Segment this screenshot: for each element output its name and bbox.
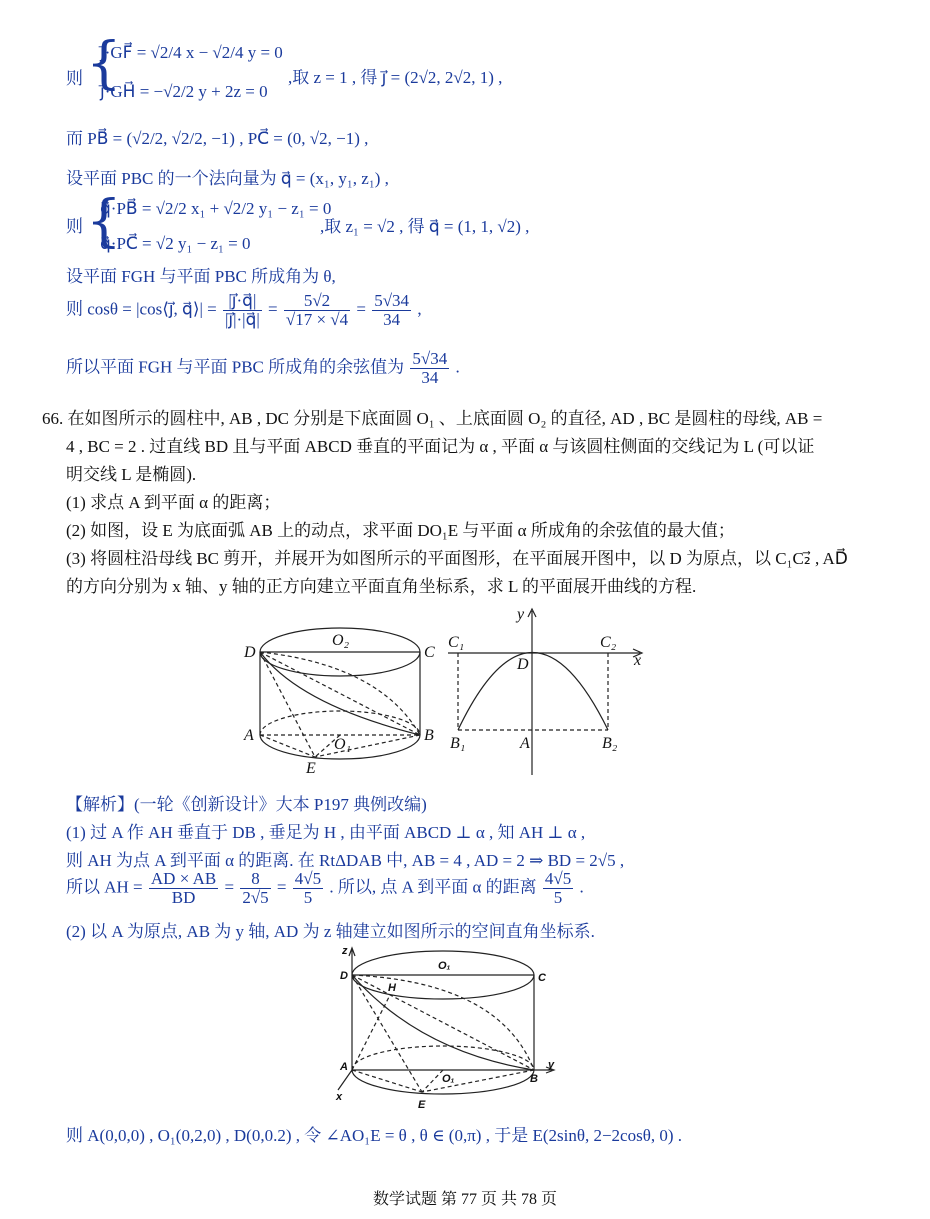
problem-66-q3a: (3) 将圆柱沿母线 BC 剪开，并展开为如图所示的平面图形，在平面展开图中，以 D 为原点，以 C₁C₂⃗ , AD⃗ — [66, 549, 848, 568]
cos-lead: 则 cosθ = |cos⟨j⃗, q⃗⟩| = — [66, 299, 217, 319]
then-label-1: 则 — [66, 69, 83, 88]
page-footer: 数学试题 第 77 页 共 78 页 — [372, 1191, 557, 1208]
label-B1: B₁ — [450, 735, 466, 752]
solution-step5: 则 A(0,0,0) , O₁(0,2,0) , D(0,0.2) , 令 ∠AO₁E = θ , θ ∈ (0,π) , 于是 E(2sinθ, 2−2cosθ, 0) . — [66, 1126, 683, 1145]
label-H: H — [388, 982, 396, 994]
system1-row2: j⃗·GH⃗ = −√2/2 y + 2z = 0 — [100, 82, 268, 101]
label-A: A — [244, 727, 254, 744]
ah-fraction-2: $\frac{8}{2√5}$ — [242, 869, 269, 907]
system-brace-2: { — [86, 189, 122, 254]
label-B2: B₂ — [602, 735, 618, 752]
solution-step4: (2) 以 A 为原点, AB 为 y 轴, AD 为 z 轴建立如图所示的空间直角坐标系. — [66, 922, 595, 941]
cos-fraction-3: $\frac{5√34}{34}$ — [374, 291, 410, 329]
axis-x3-label: x — [336, 1091, 343, 1103]
axis-x-label: x — [634, 652, 642, 669]
cos-formula-line: 则 cosθ = |cos⟨j⃗, q⃗⟩| = $\frac{|j⃗\cdot q⃗|}{|j⃗|\cdot|q⃗|}$ = $\frac{5√2}{√17 \times √4}$ = $\frac{5√34}{34}$ , — [66, 291, 422, 329]
label-E: E — [306, 760, 316, 777]
label-A-plane: A — [520, 735, 530, 752]
problem-66-line3: 明交线 L 是椭圆). — [66, 465, 197, 484]
cos-fraction-1: $\frac{|j⃗\cdot q⃗|}{|j⃗|\cdot|q⃗|}$ — [224, 291, 260, 329]
pb-pc-vectors: 而 PB⃗ = (√2/2, √2/2, −1) , PC⃗ = (0, √2, −1) , — [66, 129, 369, 148]
cos-fraction-2: $\frac{5√2}{√17 \times √4}$ — [285, 291, 349, 329]
label-A3: A — [340, 1061, 348, 1073]
conclusion-fraction: $\frac{5√34}{34}$ — [412, 349, 448, 387]
axis-z-label: z — [342, 945, 348, 957]
label-C3: C — [538, 972, 546, 984]
solution-step2: 则 AH 为点 A 到平面 α 的距离. 在 RtΔDAB 中, AB = 4 , AD = 2 ⇒ BD = 2√5 , — [66, 851, 625, 870]
problem-66-line1: 66. 在如图所示的圆柱中, AB , DC 分别是下底面圆 O₁ 、上底面圆 O₂ 的直径, AD , BC 是圆柱的母线, AB = — [42, 409, 823, 428]
ah-fraction-3: $\frac{4√5}{5}$ — [294, 869, 322, 907]
axis-y-label: y — [517, 606, 525, 623]
label-O2: O₂ — [332, 632, 350, 649]
then-label-2: 则 — [66, 217, 83, 236]
system2-row1: q⃗·PB⃗ = √2/2 x₁ + √2/2 y₁ − z₁ = 0 — [100, 199, 332, 218]
system-brace-1: { — [86, 31, 122, 96]
distance-fraction: $\frac{4√5}{5}$ — [544, 869, 572, 907]
label-D: D — [244, 644, 256, 661]
normal-vector-setup: 设平面 PBC 的一个法向量为 q⃗ = (x₁, y₁, z₁) , — [66, 169, 389, 188]
label-O1-3: O₁ — [442, 1073, 455, 1085]
label-O1: O₁ — [334, 736, 352, 753]
system2-row2: q⃗·PC⃗ = √2 y₁ − z₁ = 0 — [100, 234, 251, 253]
system1-row1: j⃗·GF⃗ = √2/4 x − √2/4 y = 0 — [100, 43, 283, 62]
cylinder-figure — [240, 605, 440, 780]
system2-tail: ,取 z₁ = √2 , 得 q⃗ = (1, 1, √2) , — [320, 217, 530, 236]
problem-66-q3b: 的方向分别为 x 轴、y 轴的正方向建立平面直角坐标系，求 L 的平面展开曲线的方程. — [66, 577, 697, 596]
label-C2: C₂ — [600, 634, 617, 651]
ah-fraction-1: $\frac{AD \times AB}{BD}$ — [150, 869, 217, 907]
label-C: C — [424, 644, 435, 661]
label-E3: E — [418, 1099, 426, 1111]
problem-66-q1: (1) 求点 A 到平面 α 的距离； — [66, 493, 281, 512]
solution-heading: 【解析】(一轮《创新设计》大本 P197 典例改编) — [66, 795, 427, 814]
cosine-conclusion: 所以平面 FGH 与平面 PBC 所成角的余弦值为 $\frac{5√34}{34}$ . — [66, 349, 460, 387]
label-B3: B — [530, 1073, 538, 1085]
label-B: B — [424, 727, 434, 744]
solution-step3: 所以 AH = $\frac{AD \times AB}{BD}$ = $\frac{8}{2√5}$ = $\frac{4√5}{5}$ . 所以, 点 A 到平面 α 的距离 $\frac{4√5}{5}$ . — [66, 869, 584, 907]
problem-66-q2: (2) 如图，设 E 为底面弧 AB 上的动点，求平面 DO₁E 与平面 α 所成角的余弦值的最大值； — [66, 521, 735, 540]
label-D-plane: D — [517, 656, 529, 673]
angle-setup: 设平面 FGH 与平面 PBC 所成角为 θ, — [66, 267, 336, 286]
system1-tail: ,取 z = 1 , 得 j⃗ = (2√2, 2√2, 1) , — [288, 68, 503, 87]
label-C1: C₁ — [448, 634, 465, 651]
label-D3: D — [340, 970, 348, 982]
coordinate-cylinder-figure — [330, 942, 560, 1114]
unfolded-figure — [440, 605, 655, 780]
label-O1-top: O₁ — [438, 960, 451, 972]
problem-66-line2: 4 , BC = 2 . 过直线 BD 且与平面 ABCD 垂直的平面记为 α , 平面 α 与该圆柱侧面的交线记为 L (可以证 — [66, 437, 815, 456]
axis-y3-label: y — [548, 1059, 555, 1071]
solution-step1: (1) 过 A 作 AH 垂直于 DB , 垂足为 H , 由平面 ABCD ⊥ α , 知 AH ⊥ α , — [66, 823, 586, 842]
